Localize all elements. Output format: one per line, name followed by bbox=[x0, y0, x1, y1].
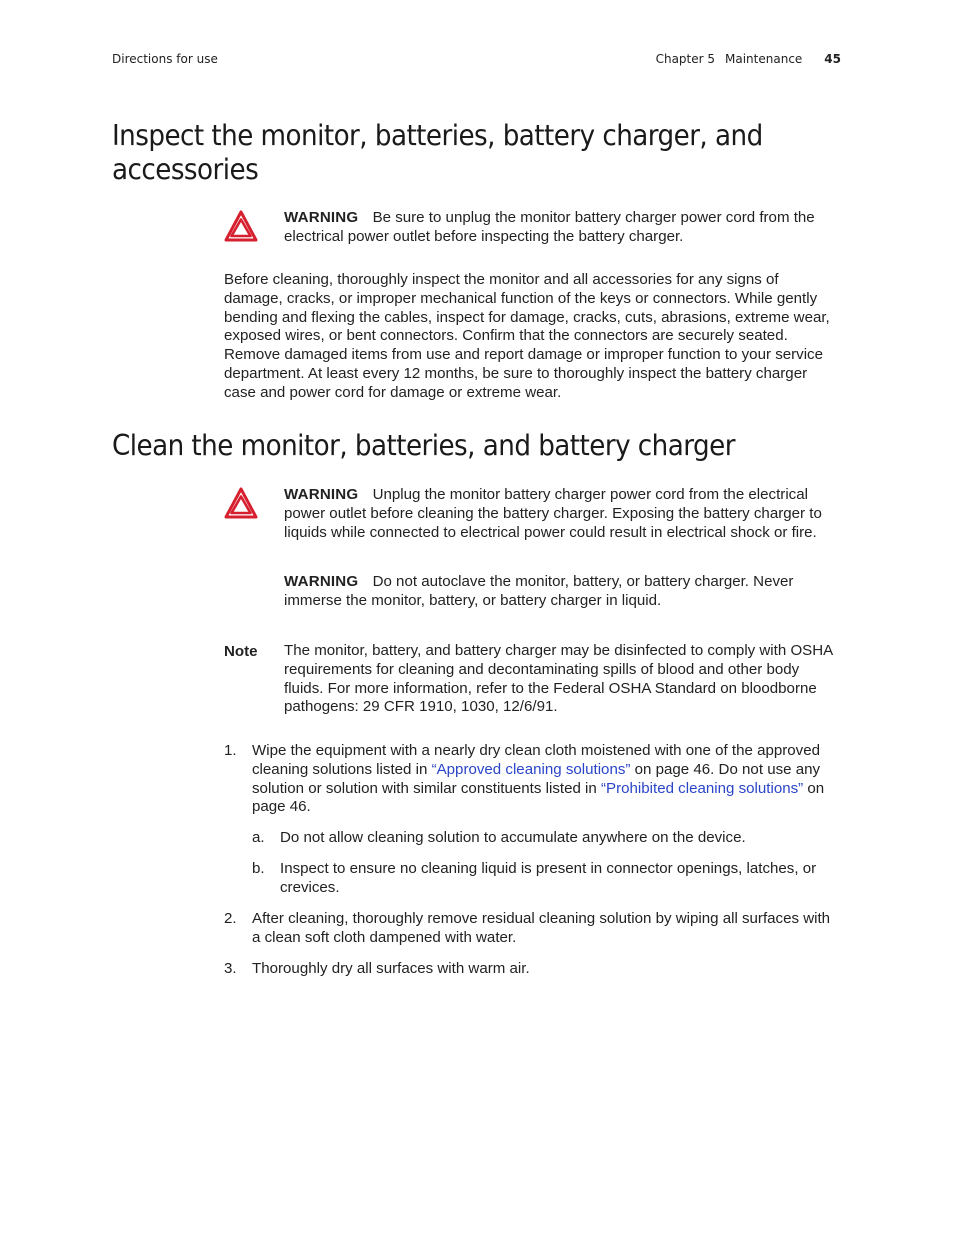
note-text: The monitor, battery, and battery charger may be disinfected to comply with OSHA requirements for cleaning and decontaminating spills of blood and other body fluids. For more information, refer to the Federal OSHA Standard on bloodborne pathogens: 29 CFR 1910, 1030, 12/6/91. bbox=[284, 642, 833, 716]
warning-label: WARNING bbox=[284, 486, 359, 503]
warning-triangle-icon bbox=[224, 487, 258, 519]
warning-text: Do not autoclave the monitor, battery, or battery charger. Never immerse the monitor, battery, or battery charger in liquid. bbox=[284, 573, 794, 609]
running-header-left: Directions for use bbox=[112, 52, 218, 66]
link-prohibited-cleaning-solutions[interactable]: “Prohibited cleaning solutions” bbox=[601, 779, 804, 797]
chapter-label: Chapter 5 bbox=[655, 52, 716, 66]
section-title-clean: Clean the monitor, batteries, and battery charger bbox=[112, 429, 735, 462]
warning-label: WARNING bbox=[284, 209, 359, 226]
step-text-post: on page 46. bbox=[252, 779, 825, 816]
step-number: 3. bbox=[224, 960, 237, 977]
warning-electrical bbox=[284, 486, 840, 542]
section-title-inspect bbox=[112, 119, 811, 187]
note-label: Note bbox=[224, 643, 258, 660]
step-text-mid: on page 46. Do not use any solution or solution with similar constituents listed in bbox=[252, 760, 821, 797]
warning-inspect bbox=[284, 209, 840, 247]
step-text: Thoroughly dry all surfaces with warm air. bbox=[252, 960, 530, 977]
substep-letter: b. bbox=[252, 860, 265, 877]
step-text-pre: Wipe the equipment with a nearly dry clean cloth moistened with one of the approved cleaning solutions listed in bbox=[252, 742, 821, 778]
running-header-right bbox=[656, 52, 841, 66]
step-number: 1. bbox=[224, 742, 237, 759]
section-title-line2: accessories bbox=[112, 153, 259, 186]
substep-text: Do not allow cleaning solution to accumulate anywhere on the device. bbox=[280, 829, 746, 846]
warning-autoclave bbox=[284, 573, 840, 611]
step-text: After cleaning, thoroughly remove residual cleaning solution by wiping all surfaces with a clean soft cloth dampened with water. bbox=[252, 910, 831, 946]
section-label: Maintenance bbox=[725, 52, 803, 66]
warning-text: Unplug the monitor battery charger power cord from the electrical power outlet before cleaning the battery charger. Exposing the battery charger to liquids while connected to electrical power could result in electrical shock or fire. bbox=[284, 486, 822, 541]
inspect-paragraph: Before cleaning, thoroughly inspect the monitor and all accessories for any signs of damage, cracks, or improper mechanical function of the keys or connectors. While gently bending and flexing the cables, inspect for damage, cracks, cuts, abrasions, extreme wear, exposed wires, or bent connectors. Confirm that the connectors are securely seated. Remove damaged items from use and report damage or improper function to your service department. At least every 12 months, be sure to thoroughly inspect the battery charger case and power cord for damage or extreme wear. bbox=[224, 271, 830, 401]
step-number: 2. bbox=[224, 910, 237, 927]
warning-text: Be sure to unplug the monitor battery charger power cord from the electrical power outlet before inspecting the battery charger. bbox=[284, 209, 815, 245]
warning-triangle-icon bbox=[224, 210, 258, 242]
step-text bbox=[252, 742, 842, 817]
warning-label: WARNING bbox=[284, 573, 359, 590]
substep-letter: a. bbox=[252, 829, 265, 846]
page-number: 45 bbox=[824, 52, 841, 66]
substep-text: Inspect to ensure no cleaning liquid is present in connector openings, latches, or crevices. bbox=[280, 860, 817, 896]
section-title-line1: Inspect the monitor, batteries, battery charger, and bbox=[112, 119, 763, 152]
link-approved-cleaning-solutions[interactable]: “Approved cleaning solutions” bbox=[431, 760, 631, 778]
